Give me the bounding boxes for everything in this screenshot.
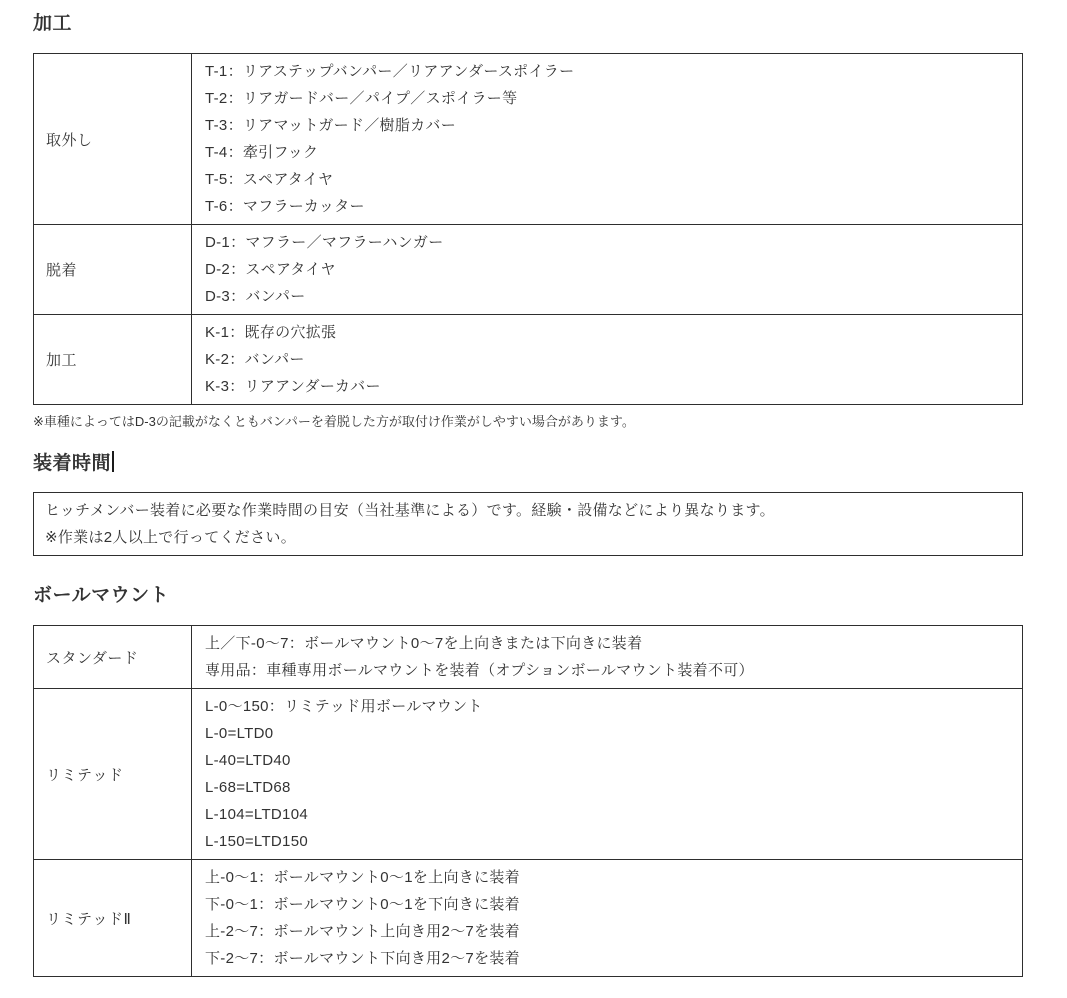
list-item: D-3：バンパー	[205, 288, 306, 305]
row-content	[192, 689, 1023, 860]
section-heading-label: 装着時間	[33, 453, 112, 474]
text-caret-icon	[112, 451, 114, 472]
list-item: L-0～150：リミテッド用ボールマウント	[205, 698, 483, 715]
table-row-torihazushi	[34, 54, 1023, 225]
row-content	[192, 626, 1023, 689]
list-item: T-2：リアガードバー／パイプ／スポイラー等	[205, 90, 518, 107]
row-content	[192, 860, 1023, 977]
list-item: L-150=LTD150	[205, 833, 308, 850]
kakou-footnote: ※車種によってはD-3の記載がなくともバンパーを着脱した方が取付け作業がしやすい場合があります。	[33, 414, 635, 429]
list-item: D-1：マフラー／マフラーハンガー	[205, 234, 444, 251]
list-item: L-104=LTD104	[205, 806, 308, 823]
info-line: ※作業は2人以上で行ってください。	[45, 529, 297, 546]
list-item: K-2：バンパー	[205, 351, 305, 368]
list-item: T-5：スペアタイヤ	[205, 171, 334, 188]
list-item: T-4：牽引フック	[205, 144, 319, 161]
table-row-limited	[34, 689, 1023, 860]
table-row-limited-2	[34, 860, 1023, 977]
table-row-kakou	[34, 315, 1023, 405]
list-item: 専用品：車種専用ボールマウントを装着（オプションボールマウント装着不可）	[205, 662, 754, 679]
info-line: ヒッチメンバー装着に必要な作業時間の目安（当社基準による）です。経験・設備などにより異なります。	[45, 502, 775, 519]
row-label: スタンダード	[34, 626, 192, 689]
ball-mount-table	[33, 625, 1023, 977]
list-item: 上-2～7：ボールマウント上向き用2～7を装着	[205, 923, 520, 940]
list-item: T-6：マフラーカッター	[205, 198, 365, 215]
list-item: L-68=LTD68	[205, 779, 291, 796]
list-item: 下-2～7：ボールマウント下向き用2～7を装着	[205, 950, 520, 967]
list-item: D-2：スペアタイヤ	[205, 261, 336, 278]
row-label: 加工	[34, 315, 192, 405]
list-item: 上／下-0～7：ボールマウント0～7を上向きまたは下向きに装着	[205, 635, 643, 652]
row-content	[192, 225, 1023, 315]
row-label: 脱着	[34, 225, 192, 315]
row-label: リミテッド	[34, 689, 192, 860]
section-heading-ball-mount: ボールマウント	[33, 585, 170, 606]
list-item: L-40=LTD40	[205, 752, 291, 769]
list-item: T-3：リアマットガード／樹脂カバー	[205, 117, 457, 134]
list-item: 上-0～1：ボールマウント0～1を上向きに装着	[205, 869, 520, 886]
table-row-standard	[34, 626, 1023, 689]
kakou-table	[33, 53, 1023, 405]
row-content	[192, 54, 1023, 225]
section-heading-souchaku-jikan[interactable]	[33, 451, 1067, 475]
list-item: L-0=LTD0	[205, 725, 274, 742]
row-label: リミテッドⅡ	[34, 860, 192, 977]
row-content	[192, 315, 1023, 405]
list-item: T-1：リアステップバンパー／リアアンダースポイラー	[205, 63, 575, 80]
list-item: K-1：既存の穴拡張	[205, 324, 337, 341]
table-row-datchaku	[34, 225, 1023, 315]
souchaku-info-box	[33, 492, 1023, 556]
list-item: K-3：リアアンダーカバー	[205, 378, 381, 395]
list-item: 下-0～1：ボールマウント0～1を下向きに装着	[205, 896, 520, 913]
section-heading-kakou: 加工	[33, 13, 73, 34]
row-label: 取外し	[34, 54, 192, 225]
